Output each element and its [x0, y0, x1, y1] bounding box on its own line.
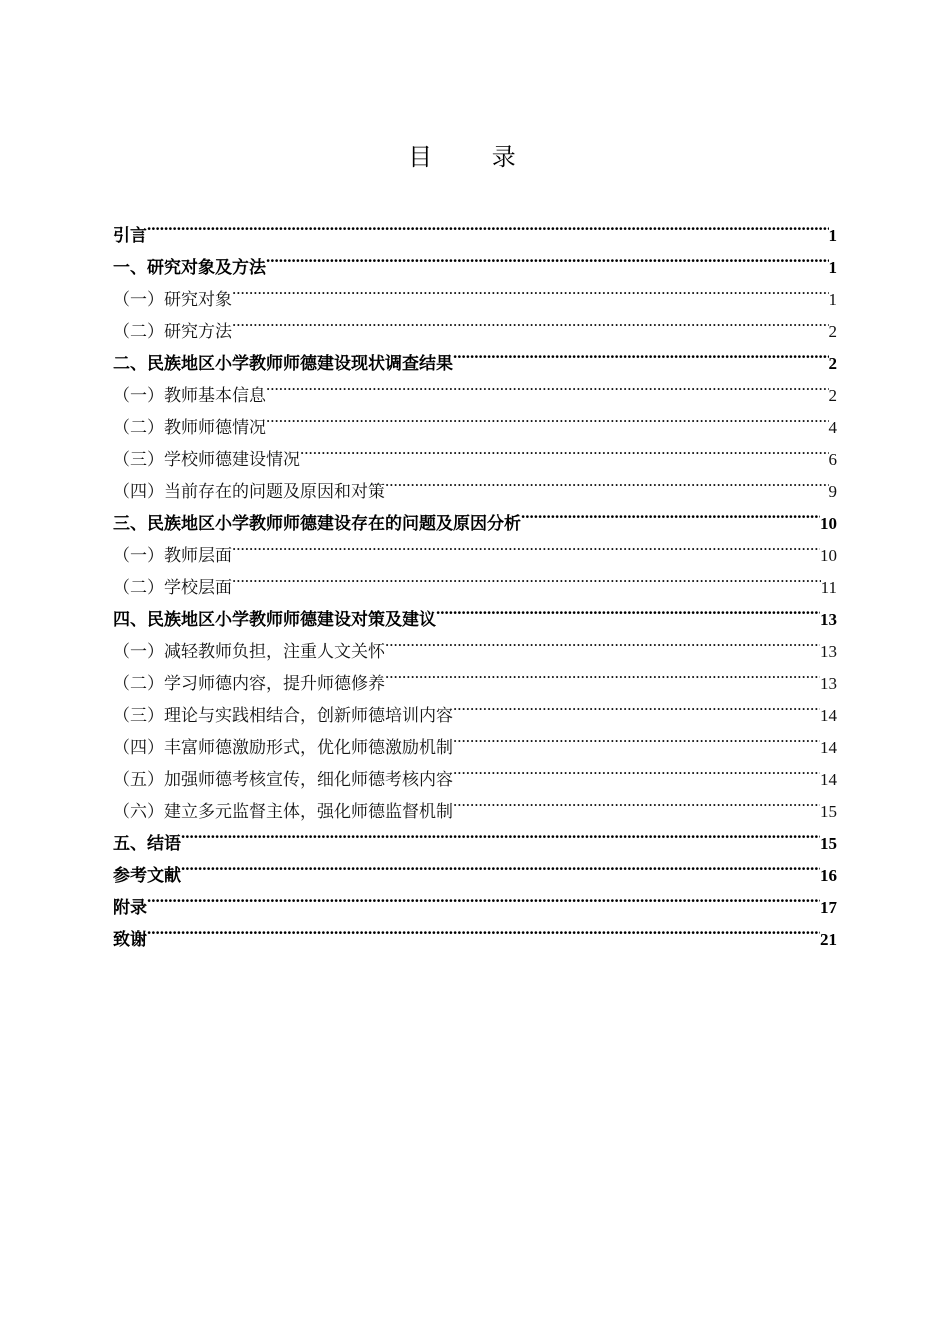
toc-entry-page-number: 6: [828, 450, 837, 469]
toc-entry-page-number: 2: [828, 386, 837, 405]
dot-leader: [453, 721, 820, 753]
dot-leader: [300, 433, 829, 465]
toc-entry-page-number: 14: [820, 738, 837, 757]
dot-leader: [232, 273, 829, 305]
dot-leader: [521, 497, 820, 529]
toc-entry-label: 附录: [113, 898, 147, 918]
toc-entry-page-number: 2: [828, 354, 837, 373]
toc-entry-page-number: 10: [820, 546, 837, 565]
toc-entry-label: （一）研究对象: [113, 290, 232, 310]
toc-entry-page-number: 13: [820, 610, 837, 629]
toc-entry-page-number: 15: [820, 802, 837, 821]
page-title: 目 录: [408, 143, 542, 171]
toc-entry-page-number: 9: [828, 482, 837, 501]
toc-entry-label: （二）研究方法: [113, 322, 232, 342]
dot-leader: [232, 529, 820, 561]
toc-entry[interactable]: [113, 881, 837, 918]
toc-entry-page-number: 1: [828, 258, 837, 277]
toc-entry-label: （三）理论与实践相结合，创新师德培训内容: [113, 706, 453, 726]
table-of-contents: [113, 209, 837, 950]
dot-leader: [147, 913, 820, 945]
toc-entry-label: （六）建立多元监督主体，强化师德监督机制: [113, 802, 453, 822]
dot-leader: [232, 561, 821, 593]
toc-entry-page-number: 4: [828, 418, 837, 437]
toc-entry-label: （三）学校师德建设情况: [113, 450, 300, 470]
toc-entry-page-number: 17: [820, 898, 837, 917]
toc-entry-label: （一）教师基本信息: [113, 386, 266, 406]
toc-entry[interactable]: [113, 849, 837, 886]
toc-entry-page-number: 21: [820, 930, 837, 949]
toc-entry-label: （二）教师师德情况: [113, 418, 266, 438]
dot-leader: [266, 241, 829, 273]
dot-leader: [453, 785, 820, 817]
dot-leader: [453, 689, 820, 721]
dot-leader: [232, 305, 829, 337]
dot-leader: [147, 209, 829, 241]
toc-entry-label: 五、结语: [113, 834, 181, 854]
toc-entry-label: 参考文献: [113, 866, 181, 886]
toc-entry-page-number: 15: [820, 834, 837, 853]
toc-entry-page-number: 16: [820, 866, 837, 885]
toc-entry[interactable]: [113, 241, 837, 278]
toc-entry-page-number: 11: [820, 578, 837, 597]
toc-entry-page-number: 1: [828, 290, 837, 309]
dot-leader: [181, 849, 820, 881]
toc-entry-label: （一）减轻教师负担，注重人文关怀: [113, 642, 385, 662]
toc-entry-label: 三、民族地区小学教师师德建设存在的问题及原因分析: [113, 514, 521, 534]
toc-entry[interactable]: [113, 913, 837, 950]
toc-entry-label: 致谢: [113, 930, 147, 950]
toc-entry-label: （二）学校层面: [113, 578, 232, 598]
toc-entry[interactable]: [113, 817, 837, 854]
toc-entry-page-number: 13: [820, 642, 837, 661]
toc-entry-page-number: 10: [820, 514, 837, 533]
toc-entry-page-number: 14: [820, 706, 837, 725]
toc-entry[interactable]: [113, 209, 837, 246]
toc-entry-label: （五）加强师德考核宣传，细化师德考核内容: [113, 770, 453, 790]
dot-leader: [266, 401, 829, 433]
toc-entry-label: 二、民族地区小学教师师德建设现状调查结果: [113, 354, 453, 374]
toc-entry-label: （一）教师层面: [113, 546, 232, 566]
dot-leader: [453, 753, 820, 785]
dot-leader: [385, 625, 820, 657]
dot-leader: [181, 817, 820, 849]
toc-entry-label: （四）当前存在的问题及原因和对策: [113, 482, 385, 502]
toc-entry-page-number: 2: [828, 322, 837, 341]
toc-entry-label: 引言: [113, 226, 147, 246]
dot-leader: [266, 369, 829, 401]
dot-leader: [385, 465, 829, 497]
toc-entry-label: 四、民族地区小学教师师德建设对策及建议: [113, 610, 436, 630]
toc-entry-label: （二）学习师德内容，提升师德修养: [113, 674, 385, 694]
dot-leader: [385, 657, 820, 689]
dot-leader: [453, 337, 829, 369]
toc-entry-page-number: 13: [820, 674, 837, 693]
toc-entry-page-number: 14: [820, 770, 837, 789]
toc-entry-label: （四）丰富师德激励形式，优化师德激励机制: [113, 738, 453, 758]
dot-leader: [147, 881, 820, 913]
dot-leader: [436, 593, 820, 625]
toc-entry-page-number: 1: [828, 226, 837, 245]
toc-entry-label: 一、研究对象及方法: [113, 258, 266, 278]
